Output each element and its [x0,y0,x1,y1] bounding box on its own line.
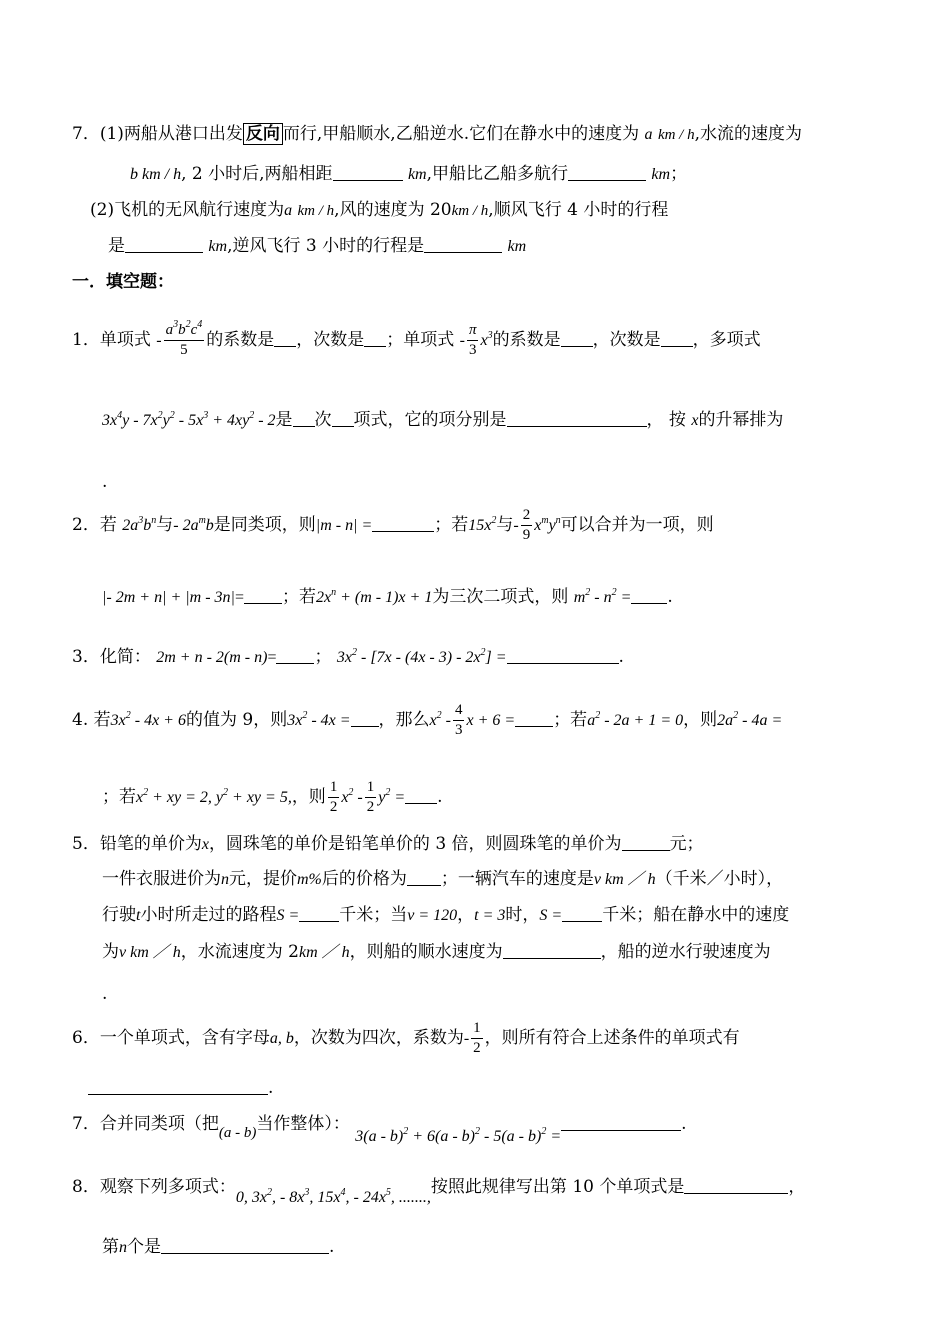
fraction: $\frac{a^3b^2c^4}{5}$ [165,319,203,358]
fraction: $\frac{2}{9}$ [522,507,531,543]
q2-line2: |- 2m + n| + |m - 3n|= ；若$2x^n + (m - 1)x + 1$为三次二项式，则 $m^2 - n^2$ = . [102,587,673,607]
answer-blank[interactable] [364,330,386,347]
answer-blank[interactable] [407,869,441,886]
q8-line1: 8．观察下列多项式：0, $3x^2$, - $8x^3$, $15x^4$, - $24x^5$, .......,按照此规律写出第 10 个单项式是 ， [72,1177,806,1206]
answer-blank[interactable] [88,1078,268,1095]
q7-line1: 7．合并同类项（把(a - b)当作整体）： 3(a - b)$^2$ + 6(a - b)$^2$ - 5(a - b)$^2$ =. [72,1114,687,1145]
q7top-line4: 是 km,逆风飞行 3 小时的行程是 km [108,236,527,256]
fraction: $\frac{1}{2}$ [329,779,338,815]
answer-blank[interactable] [507,647,619,664]
section-title: 一．填空题： [72,272,174,292]
q5-line1: 5．铅笔的单价为x，圆珠笔的单价是铅笔单价的 3 倍，则圆珠笔的单价为 元； [72,834,704,854]
q6-line1: 6．一个单项式，含有字母a, b，次数为四次，系数为- $\frac{1}{2}$ ，则所有符合上述条件的单项式有 [72,1020,740,1056]
q7top-line3: (2)飞机的无风航行速度为a km / h,风的速度为 20km / h,顺风飞行 4 小时的行程 [90,200,669,220]
answer-blank[interactable] [405,787,437,804]
answer-blank[interactable] [125,236,203,253]
answer-blank[interactable] [568,164,646,181]
answer-blank[interactable] [507,410,647,427]
q5-line5: . [102,984,108,1004]
answer-blank[interactable] [333,164,403,181]
q2-line1: 2．若 $2a^3b^n$与- $2a^mb$是同类项，则|m - n| = ；若$15x^2$与- $\frac{2}{9}$ $x^my^n$可以合并为一项，则 [72,507,714,543]
answer-blank[interactable] [562,905,602,922]
answer-blank[interactable] [244,587,282,604]
answer-blank[interactable] [561,1114,681,1131]
fraction: $\frac{\pi}{3}$ [468,322,477,358]
answer-blank[interactable] [276,647,314,664]
boxed-word: 反向 [243,123,283,145]
answer-blank[interactable] [631,587,667,604]
q5-line2: 一件衣服进价为n元，提价m%后的价格为 ；一辆汽车的速度是v km ／ h（千米／小时）， [102,869,784,889]
answer-blank[interactable] [372,515,434,532]
answer-blank[interactable] [503,942,601,959]
answer-blank[interactable] [561,330,593,347]
q4-line2: ；若$x^2$ + xy = 2, $y^2$ + xy = 5,，则 $\frac{1}{2}$ $x^2$ - $\frac{1}{2}$ $y^2$ = . [102,779,443,815]
answer-blank[interactable] [684,1177,788,1194]
answer-blank[interactable] [299,905,339,922]
answer-blank[interactable] [622,834,670,851]
q7top-line1: 7．(1)两船从港口出发 反向 而行,甲船顺水,乙船逆水.它们在静水中的速度为 a km / h,水流的速度为 [72,124,803,144]
fraction: $\frac{1}{2}$ [366,779,375,815]
answer-blank[interactable] [424,236,502,253]
q8-line2: 第n个是 . [102,1237,335,1257]
q1-line1: 1．单项式 - $\frac{a^3b^2c^4}{5}$ 的系数是 ，次数是 ；单项式 - $\frac{\pi}{3}$ $x^3$的系数是 ，次数是 ，多项式 [72,319,761,358]
q3-line: 3．化简： 2m + n - 2(m - n)= ； $3x^2 - [7x - (4x - 3) - 2x^2]$ = . [72,647,624,667]
answer-blank[interactable] [515,710,553,727]
q5-line4: 为v km ／ h，水流速度为 2km ／ h，则船的顺水速度为 ，船的逆水行驶速度为 [102,942,771,962]
answer-blank[interactable] [332,410,354,427]
answer-blank[interactable] [274,330,296,347]
fraction: $\frac{1}{2}$ [473,1020,481,1056]
q7top-line2: b km / h, 2 小时后,两船相距 km,甲船比乙船多航行 km； [130,164,688,184]
answer-blank[interactable] [293,410,315,427]
answer-blank[interactable] [351,710,379,727]
q1-line3: . [102,472,108,492]
answer-blank[interactable] [161,1237,329,1254]
q6-line2: . [88,1076,273,1100]
fraction: $\frac{4}{3}$ [454,702,463,738]
q1-line2: $3x^4y - 7x^2y^2 - 5x^3 + 4xy^2 - 2$是 次 项式，它的项分别是 ， 按 x的升幂排为 [102,410,784,430]
answer-blank[interactable] [661,330,693,347]
q5-line3: 行驶t小时所走过的路程S = 千米；当v = 120，t = 3时，S = 千米；船在静水中的速度 [102,905,790,925]
q4-line1: 4. 若$3x^2 - 4x + 6$的值为 9，则$3x^2 - 4x$ = ，那么$x^2$ - $\frac{4}{3}$ x + 6 = ；若$a^2 - 2a + 1 = 0$，则$2a^2 - 4a$ = [72,702,783,738]
